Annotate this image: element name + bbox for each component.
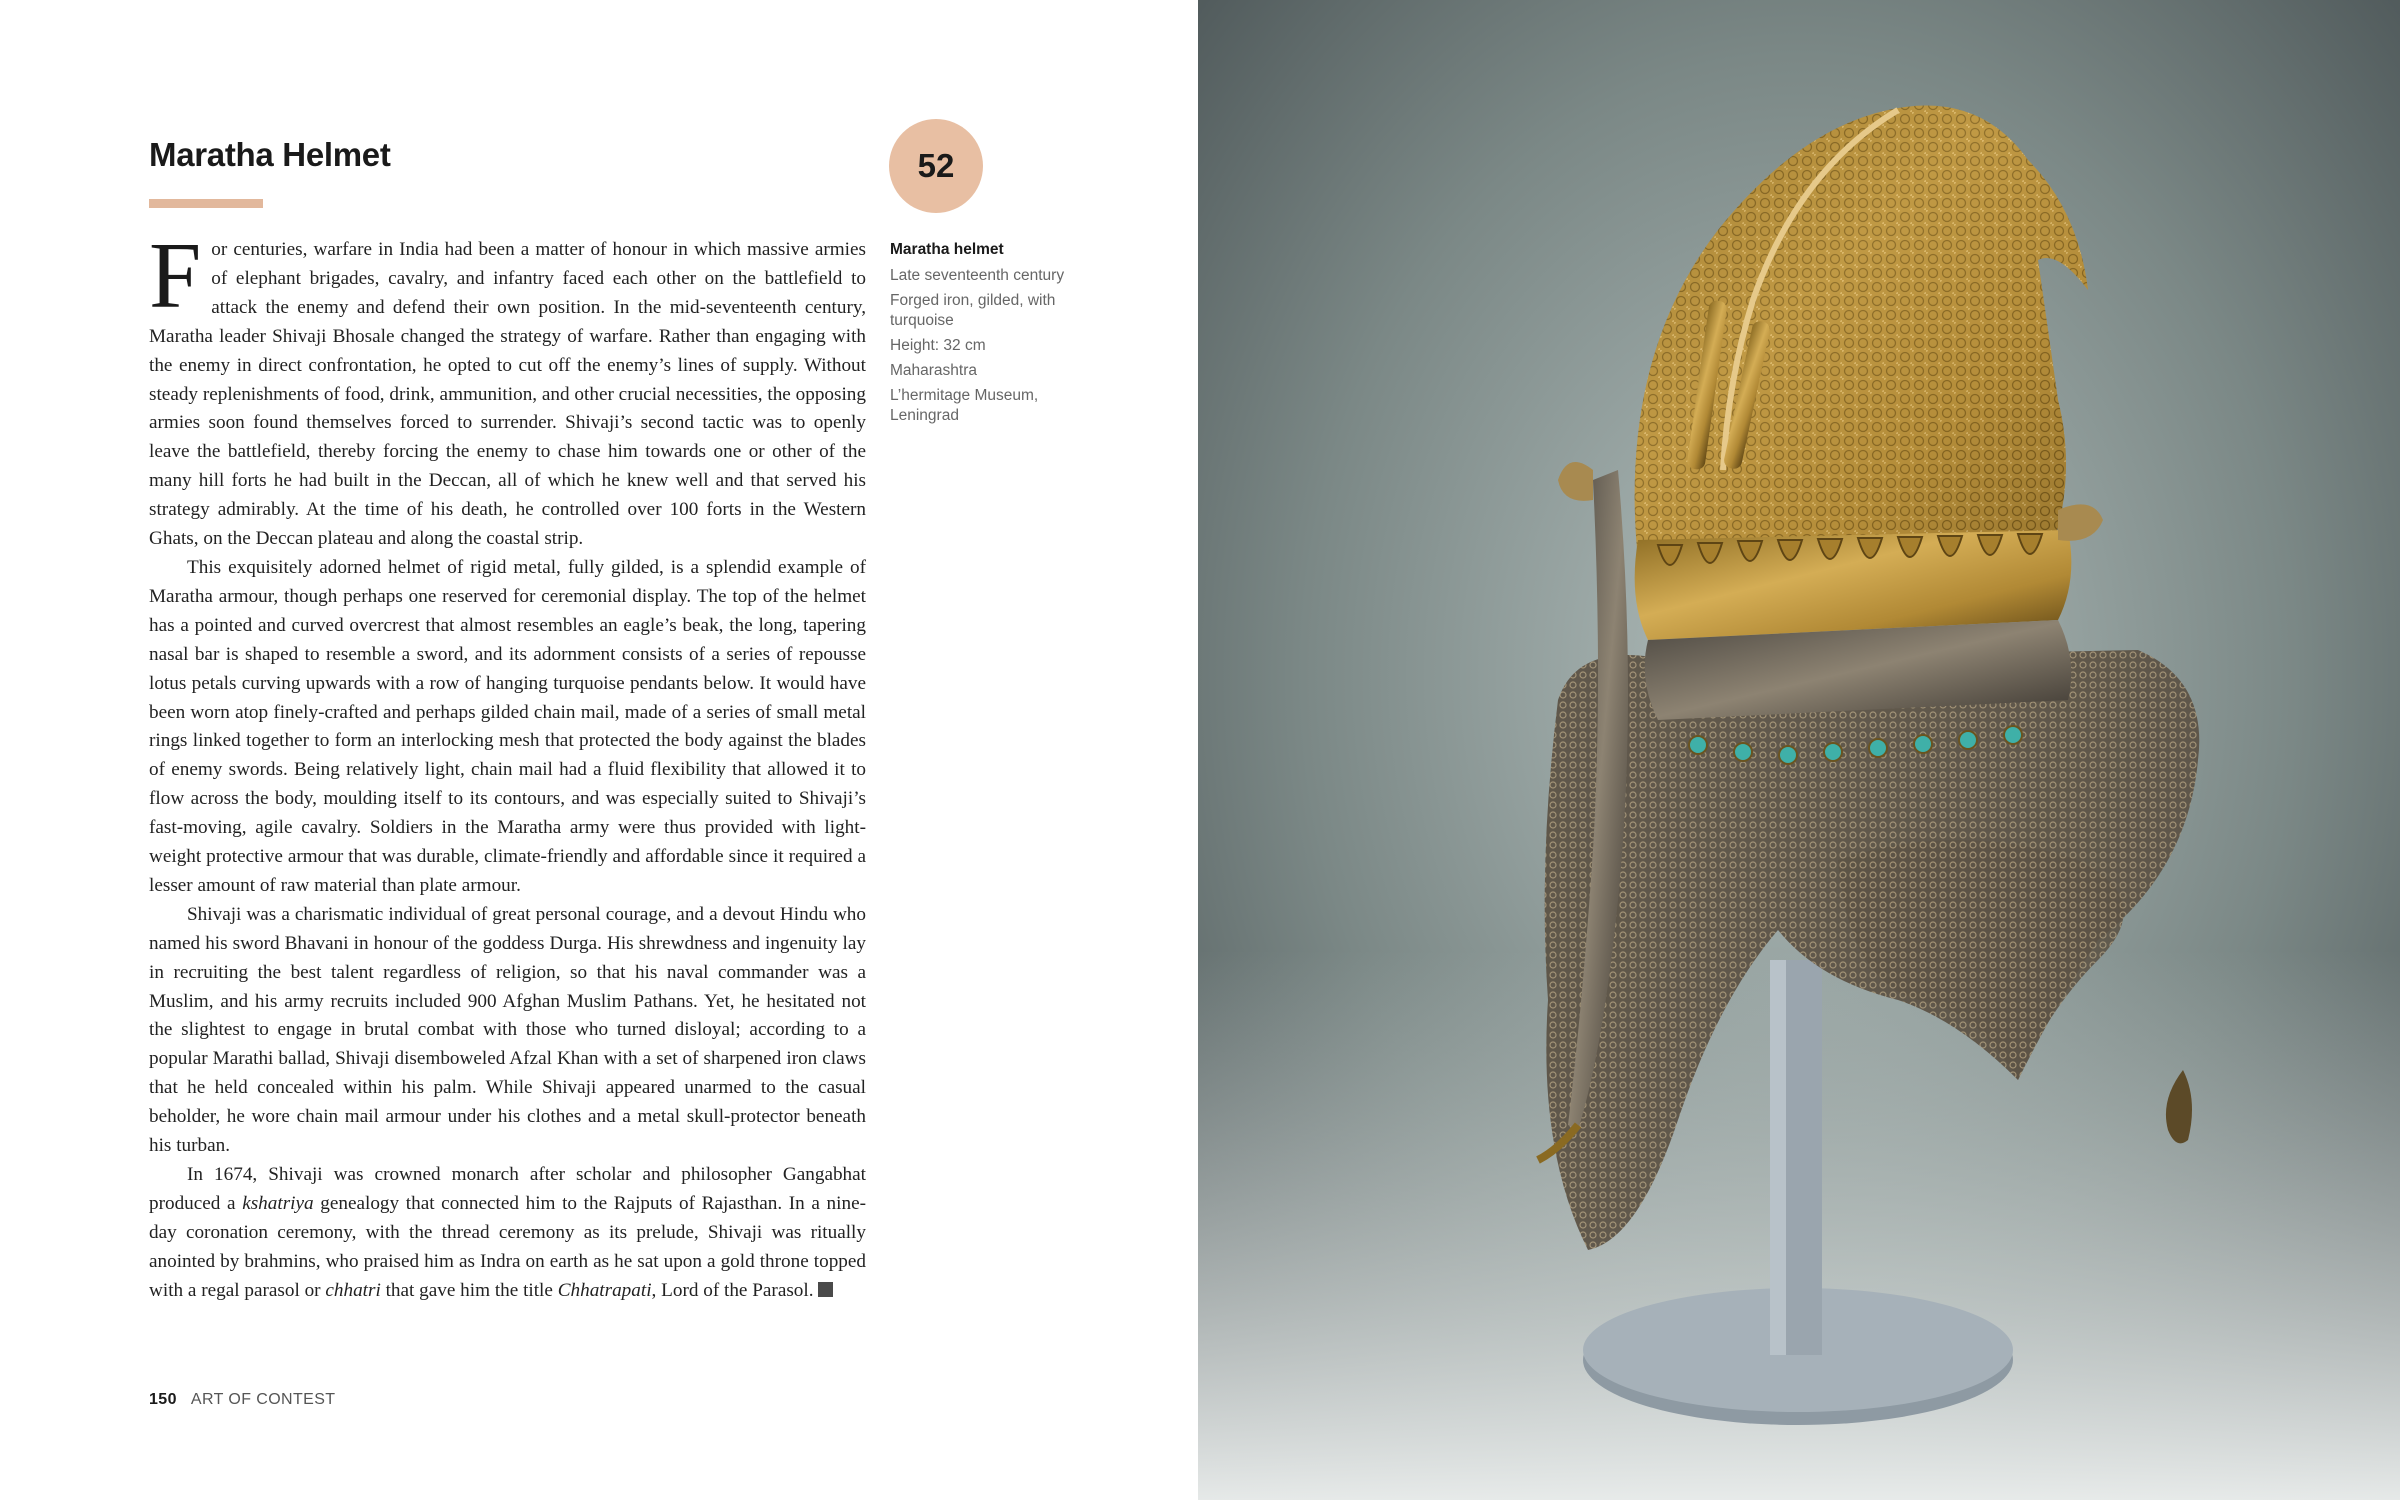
title-underline (149, 199, 263, 208)
section-name: ART OF CONTEST (190, 1391, 336, 1408)
paragraph-1 (149, 224, 866, 554)
article-body (149, 224, 866, 1306)
entry-number: 52 (917, 147, 955, 184)
caption-medium: Forged iron, gilded, with turquoise (890, 292, 1056, 329)
paragraph-1-text: or centuries, warfare in India had been a matter of honour in which massive armies of elephant brigades, cavalry, and infantry faced each other on the battlefield to attack the enemy and defend their own position. In the mid-seventeenth century, Maratha leader Shivaji Bhosale changed the strategy of warfare. Rather than engaging with the enemy in direct confrontation, he opted to cut off the enemy’s lines of supply. Without steady replenishments of food, drink, ammunition, and other crucial necessities, the opposing armies soon found themselves forced to surrender. Shivaji’s second tactic was to openly leave the battlefield, thereby forcing the enemy to chase him towards one or other of the many hill forts he had built in the Deccan, all of which he knew well and that served his strategy admirably. At the time of his death, he controlled over 100 forts in the Western Ghats, on the Deccan plateau and along the coastal strip. (149, 239, 866, 550)
caption-date: Late seventeenth century (890, 267, 1065, 284)
page-footer (149, 1391, 335, 1409)
p4-text-2: genealogy that connected him to the Rajputs of Rajasthan. In a nine-day coronation ceremony, with the thread ceremony as its prelude, Shivaji was ritually anointed by brahmins, who praised him as Indra on earth as he sat upon a gold throne topped with a regal parasol or (149, 1192, 866, 1301)
article-title: Maratha Helmet (149, 136, 391, 173)
p4-text-3: that gave him the title (380, 1279, 558, 1301)
paragraph-3: Shivaji was a charismatic individual of great personal courage, and a devout Hindu who named his sword Bhavani in honour of the goddess Durga. His shrewdness and ingenuity lay in recruiting the best talent regardless of religion, so that his naval commander was a Muslim, and his army recruits included 900 Afghan Muslim Pathans. Yet, he hesitated not the slightest to engage in brutal combat with those who turned disloyal; according to a popular Marathi ballad, Shivaji disemboweled Afzal Khan with a set of sharpened iron claws that he held concealed within his palm. While Shivaji appeared unarmed to the casual beholder, he wore chain mail armour under his clothes and a metal skull-protector beneath his turban. (149, 903, 866, 1157)
entry-number-badge (889, 119, 983, 213)
helmet-photograph (1198, 0, 2400, 1500)
paragraph-2: This exquisitely adorned helmet of rigid metal, fully gilded, is a splendid example of Maratha armour, though perhaps one reserved for ceremonial display. The top of the helmet has a pointed and curved overcrest that almost resembles an eagle’s beak, the long, tapering nasal bar is shaped to resemble a sword, and its adornment consists of a series of repousse lotus petals curving upwards with a row of hanging turquoise pendants below. It would have been worn atop finely-crafted and perhaps gilded chain mail, made of a series of small metal rings linked together to form an interlocking mesh that protected the body against the blades of enemy swords. Being relatively light, chain mail had a fluid flexibility that allowed it to flow across the body, moulding itself to its contours, and was especially suited to Shivaji’s fast-moving, agile cavalry. Soldiers in the Maratha army were thus provided with light-weight protective armour that was durable, climate-friendly and affordable since it required a lesser amount of raw material than plate armour. (149, 556, 866, 896)
drop-cap: F (149, 224, 202, 328)
paragraph-4 (149, 1161, 866, 1306)
caption-title: Maratha helmet (890, 241, 1004, 258)
page-number: 150 (149, 1391, 177, 1408)
p4-text-1: In 1674, Shivaji was crowned monarch after scholar and philosopher Gangabhat produced a (149, 1164, 866, 1214)
p4-italic-kshatriya: kshatriya (242, 1192, 314, 1214)
caption-region: Maharashtra (890, 362, 978, 379)
p4-text-4: , Lord of the Parasol. (651, 1279, 814, 1301)
caption-collection: L’hermitage Museum, Leningrad (890, 387, 1039, 424)
right-page-photo (1198, 0, 2400, 1500)
p4-italic-chhatrapati: Chhatrapati (557, 1279, 652, 1301)
p4-italic-chhatri: chhatri (325, 1279, 381, 1301)
object-caption (890, 240, 1090, 431)
end-mark-icon (818, 1282, 833, 1297)
left-page (0, 0, 1198, 1500)
caption-height: Height: 32 cm (890, 337, 986, 354)
